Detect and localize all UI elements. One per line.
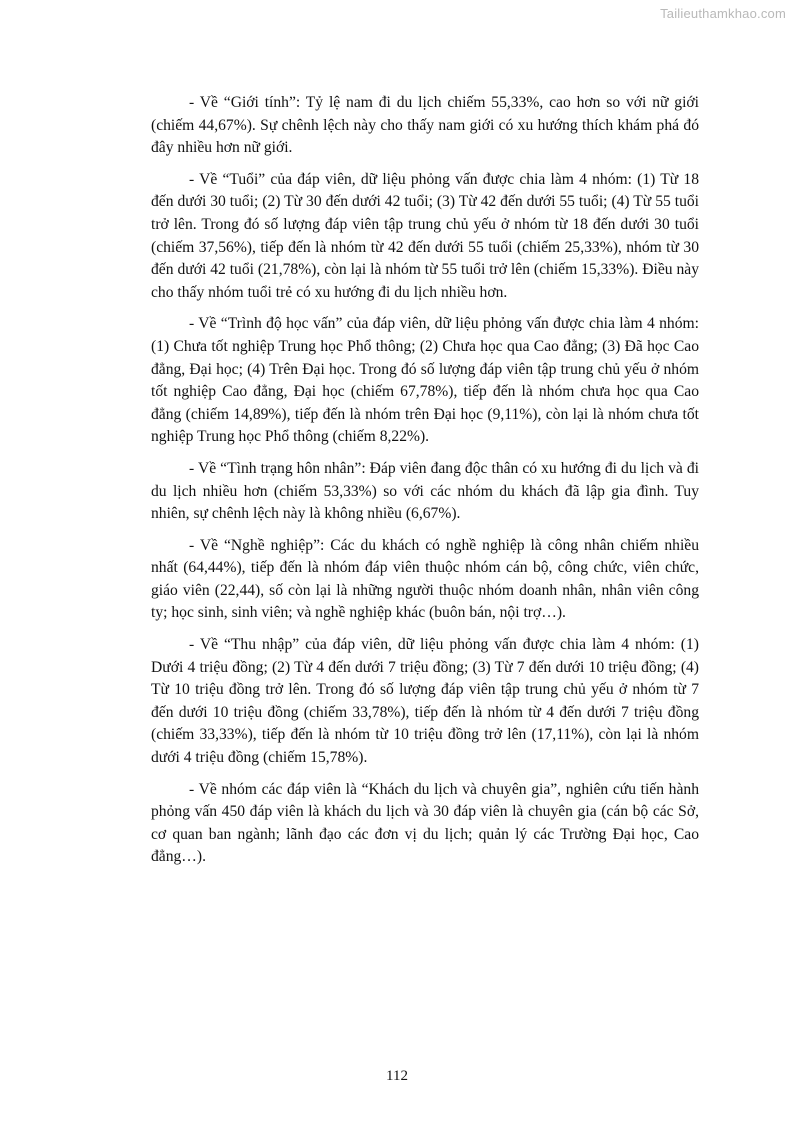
paragraph-income: - Về “Thu nhập” của đáp viên, dữ liệu phỏng vấn được chia làm 4 nhóm: (1) Dưới 4 triệu đồng; (2) Từ 4 đến dưới 7 triệu đồng; (3) Từ 7 đến dưới 10 triệu đồng; (4) Từ 10 triệu đồng trở lên. Trong đó số lượng đáp viên tập trung chủ yếu ở nhóm từ 7 đến dưới 10 triệu đồng (chiếm 33,78%), tiếp đến là nhóm từ 4 đến dưới 7 triệu đồng (chiếm 33,33%), tiếp đến là nhóm từ 10 triệu đồng trở lên (17,11%), còn lại là nhóm dưới 4 triệu đồng (chiếm 15,78%).: [151, 636, 699, 767]
paragraph-respondents: - Về nhóm các đáp viên là “Khách du lịch và chuyên gia”, nghiên cứu tiến hành phỏng vấn 450 đáp viên là khách du lịch và 30 đáp viên là chuyên gia (cán bộ các Sở, cơ quan ban ngành; lãnh đạo các đơn vị du lịch; quản lý các Trường Đại học, Cao đẳng…).: [151, 780, 699, 866]
paragraph-education: - Về “Trình độ học vấn” của đáp viên, dữ liệu phỏng vấn được chia làm 4 nhóm: (1) Chưa tốt nghiệp Trung học Phổ thông; (2) Chưa học qua Cao đẳng; (3) Đã học Cao đẳng, Đại học; (4) Trên Đại học. Trong đó số lượng đáp viên tập trung chủ yếu ở nhóm tốt nghiệp Cao đẳng, Đại học (chiếm 67,78%), tiếp đến là nhóm chưa học qua Cao đẳng (chiếm 14,89%), tiếp đến là nhóm trên Đại học (9,11%), còn lại là nhóm chưa tốt nghiệp Trung học Phổ thông (chiếm 8,22%).: [151, 315, 699, 446]
paragraph-occupation: - Về “Nghề nghiệp”: Các du khách có nghề nghiệp là công nhân chiếm nhiều nhất (64,44%), tiếp đến là nhóm đáp viên thuộc nhóm cán bộ, công chức, viên chức, giáo viên (22,44), số còn lại là những người thuộc nhóm doanh nhân, nhân viên công ty; học sinh, sinh viên; và nghề nghiệp khác (buôn bán, nội trợ…).: [151, 536, 699, 622]
document-body: [151, 92, 699, 878]
paragraph-marital-status: - Về “Tình trạng hôn nhân”: Đáp viên đang độc thân có xu hướng đi du lịch và đi du lịch nhiều hơn (chiếm 53,33%) so với các nhóm du khách đã lập gia đình. Tuy nhiên, sự chênh lệch này là không nhiều (6,67%).: [151, 459, 699, 523]
watermark-text: Tailieuthamkhao.com: [660, 6, 786, 21]
paragraph-age: - Về “Tuổi” của đáp viên, dữ liệu phỏng vấn được chia làm 4 nhóm: (1) Từ 18 đến dưới 30 tuổi; (2) Từ 30 đến dưới 42 tuổi; (3) Từ 42 đến dưới 55 tuổi; (4) Từ 55 tuổi trở lên. Trong đó số lượng đáp viên tập trung chủ yếu ở nhóm từ 18 đến dưới 30 tuổi (chiếm 37,56%), tiếp đến là nhóm từ 42 đến dưới 55 tuổi (chiếm 25,33%), nhóm từ 30 đến dưới 42 tuổi (21,78%), còn lại là nhóm từ 55 tuổi trở lên (chiếm 15,33%). Điều này cho thấy nhóm tuổi trẻ có xu hướng đi du lịch nhiều hơn.: [151, 170, 699, 301]
page-number: 112: [386, 1068, 408, 1084]
paragraph-gender: - Về “Giới tính”: Tỷ lệ nam đi du lịch chiếm 55,33%, cao hơn so với nữ giới (chiếm 44,67%). Sự chênh lệch này cho thấy nam giới có xu hướng thích khám phá đó đây nhiều hơn nữ giới.: [151, 94, 699, 157]
